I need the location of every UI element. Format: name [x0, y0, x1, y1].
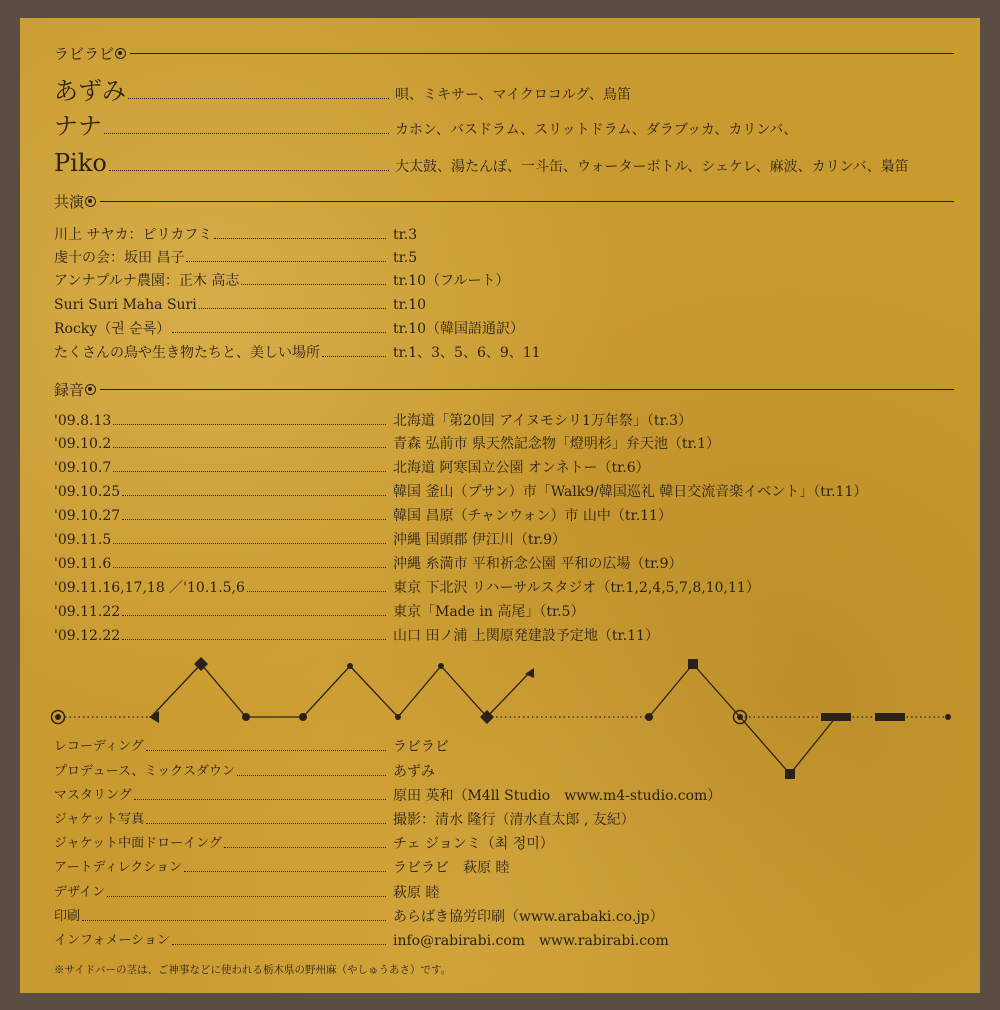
recording-date: '09.10.2 — [54, 436, 112, 452]
guest-name: たくさんの鳥や生き物たちと、美しい場所 — [54, 345, 320, 361]
recording-place: 北海道 阿寒国立公園 オンネトー（tr.6） — [393, 460, 650, 476]
leader-dots — [224, 847, 386, 848]
credit-name: info@rabirabi.com www.rabirabi.com — [393, 933, 669, 949]
credit-name: あずみ — [393, 764, 435, 780]
recording-date: '09.12.22 — [54, 628, 121, 644]
recording-date: '09.11.5 — [54, 532, 112, 548]
credit-name: チェ ジョンミ（최 정미） — [393, 836, 554, 852]
leader-dots — [82, 920, 386, 921]
footnote: ※サイドバーの茎は、ご神事などに使われる栃木県の野州麻（やしゅうあさ）です。 — [54, 964, 452, 976]
liner-notes-card — [20, 18, 980, 993]
credit-role: デザイン — [54, 885, 106, 900]
credit-role: プロデュース、ミックスダウン — [54, 764, 235, 779]
member-name: ナナ — [54, 112, 102, 140]
leader-dots — [237, 775, 386, 776]
guest-name: 虔十の会：坂田 昌子 — [54, 250, 185, 266]
credit-name: 原田 英和（M4ll Studio www.m4-studio.com） — [393, 788, 722, 804]
credit-row — [54, 932, 669, 950]
credit-row — [54, 811, 635, 829]
section-title: ラビラビ — [54, 44, 115, 63]
recording-place: 韓国 昌原（チャンウォン）市 山中（tr.11） — [393, 508, 672, 524]
recording-date: '09.8.13 — [54, 413, 112, 429]
leader-dots — [107, 896, 386, 897]
credit-name: 萩原 睦 — [393, 885, 440, 901]
credit-row — [54, 859, 509, 877]
guest-tracks: tr.10 — [393, 297, 427, 313]
recording-place: 韓国 釜山（プサン）市「Walk9/韓国巡礼 韓日交流音楽イベント」（tr.11） — [393, 484, 868, 500]
member-name: あずみ — [54, 77, 126, 105]
section-title: 録音 — [54, 380, 85, 399]
guest-tracks: tr.10（韓国語通訳） — [393, 321, 525, 337]
credit-role: レコーディング — [54, 739, 144, 754]
guest-name: Suri Suri Maha Suri — [54, 297, 197, 313]
credit-name: ラビラビ — [393, 739, 449, 755]
guest-tracks: tr.1、3、5、6、9、11 — [393, 345, 541, 361]
recording-place: 東京「Made in 高尾」（tr.5） — [393, 604, 585, 620]
recording-date: '09.10.25 — [54, 484, 121, 500]
credit-row — [54, 787, 721, 805]
guest-tracks: tr.5 — [393, 250, 418, 266]
leader-dots — [146, 750, 386, 751]
credit-row — [54, 763, 435, 781]
recording-date: '09.11.6 — [54, 556, 112, 572]
credit-row — [54, 738, 449, 756]
guest-tracks: tr.10（フルート） — [393, 273, 510, 289]
credit-name: ラビラビ 萩原 睦 — [393, 860, 510, 876]
credit-name: あらばき協労印刷（www.arabaki.co.jp） — [393, 909, 664, 925]
recording-date: '09.11.16,17,18 ／'10.1.5,6 — [54, 580, 245, 596]
recording-place: 北海道「第20回 アイヌモシリ1万年祭」（tr.3） — [393, 413, 693, 429]
recording-place: 沖縄 糸満市 平和祈念公園 平和の広場（tr.9） — [393, 556, 683, 572]
recording-place: 青森 弘前市 県天然記念物「燈明杉」弁天池（tr.1） — [393, 436, 721, 452]
credit-role: ジャケット写真 — [54, 812, 145, 827]
credit-role: インフォメーション — [54, 933, 170, 948]
leader-dots — [146, 823, 386, 824]
recording-place: 東京 下北沢 リハーサルスタジオ（tr.1,2,4,5,7,8,10,11） — [393, 580, 760, 596]
recording-date: '09.11.22 — [54, 604, 121, 620]
credit-role: 印刷 — [54, 909, 81, 924]
guest-name: アンナプルナ農園：正木 高志 — [54, 273, 240, 289]
recording-place: 沖縄 国頭郡 伊江川（tr.9） — [393, 532, 567, 548]
member-parts: 唄、ミキサー、マイクロコルグ、鳥笛 — [395, 87, 632, 103]
guest-name: Rocky（권 순록） — [54, 321, 171, 337]
guest-name: 川上 サヤカ：ピリカフミ — [54, 227, 213, 243]
member-parts: 大太鼓、湯たんぽ、一斗缶、ウォーターボトル、シェケレ、麻波、カリンバ、梟笛 — [395, 159, 909, 175]
recording-date: '09.10.27 — [54, 508, 121, 524]
recording-place: 山口 田ノ浦 上関原発建設予定地（tr.11） — [393, 628, 659, 644]
guest-tracks: tr.3 — [393, 227, 418, 243]
leader-dots — [184, 871, 386, 872]
section-title: 共演 — [54, 192, 85, 211]
credit-role: アートディレクション — [54, 860, 183, 875]
leader-dots — [172, 944, 386, 945]
credit-row — [54, 908, 664, 926]
recording-date: '09.10.7 — [54, 460, 112, 476]
credit-role: マスタリング — [54, 788, 132, 803]
credit-name: 撮影：清水 隆行（清水直太郎 , 友紀） — [393, 812, 635, 828]
credit-role: ジャケット中面ドローイング — [54, 836, 222, 851]
leader-dots — [134, 799, 386, 800]
credit-row — [54, 884, 439, 902]
member-name: Piko — [54, 149, 107, 177]
credit-row — [54, 835, 554, 853]
member-parts: カホン、バスドラム、スリットドラム、ダラブッカ、カリンバ、 — [395, 122, 798, 138]
